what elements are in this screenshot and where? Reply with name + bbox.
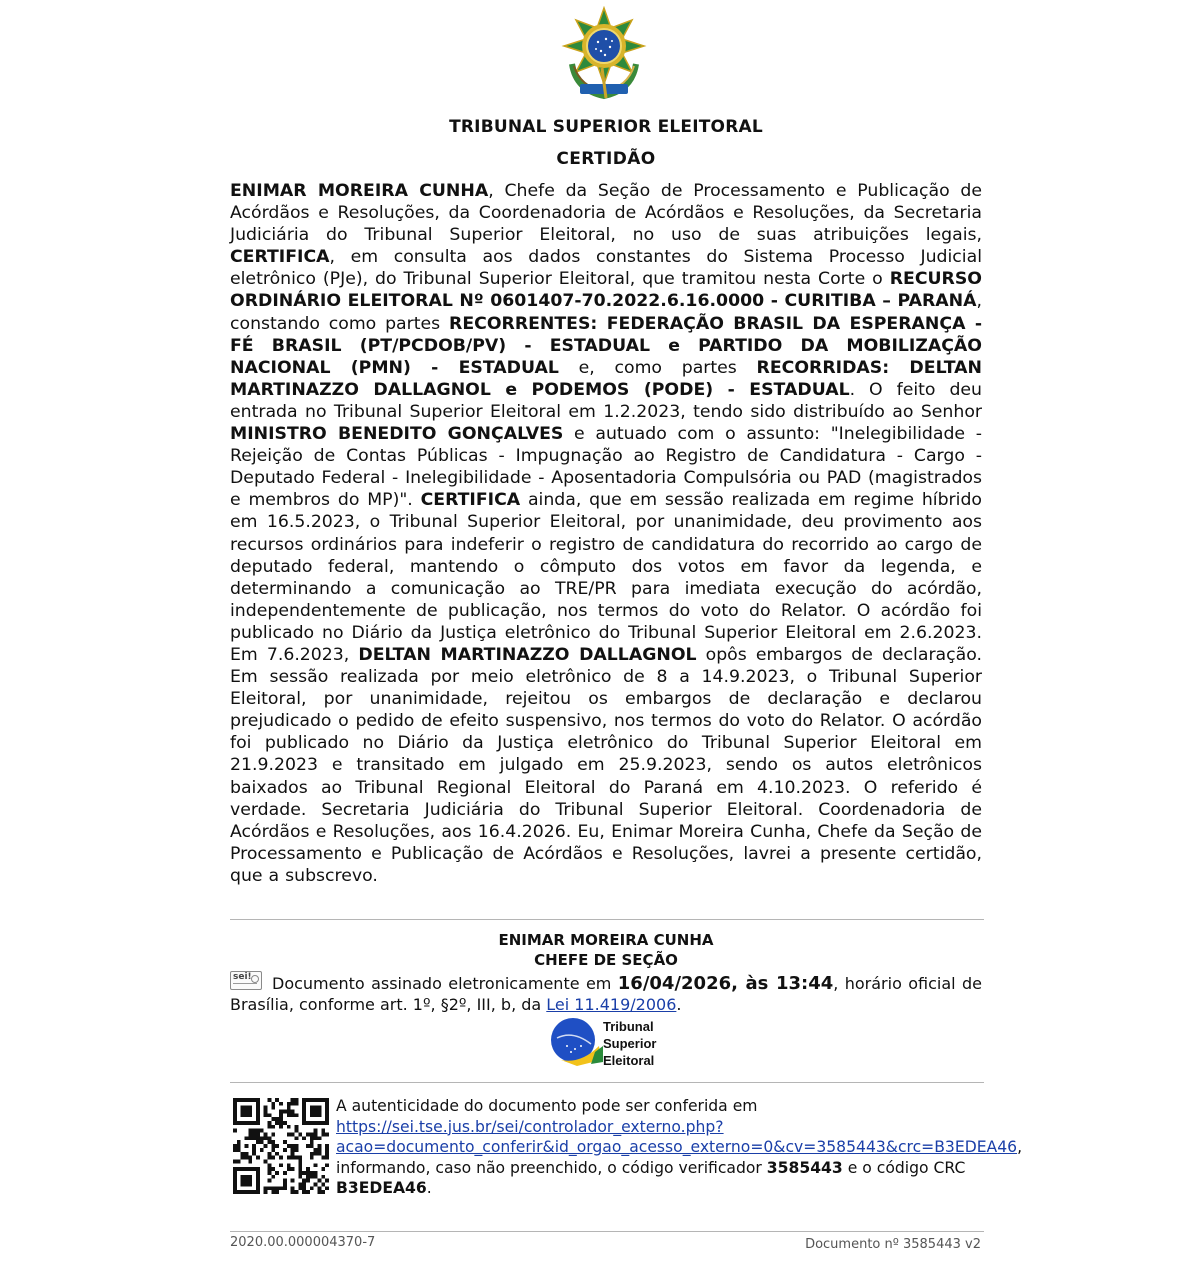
signed-datetime: 16/04/2026, às 13:44 xyxy=(617,973,834,994)
tse-logo-line1: Tribunal xyxy=(603,1019,654,1034)
certifica-keyword-2: CERTIFICA xyxy=(420,490,521,511)
body-text-1: , Chefe da Seção de Processamento e Publicação de Acórdãos e Resoluções, da Coordenadoria de Acórdãos e Resoluções, da Secretaria Judiciária do Tribunal Superior Eleitoral, no uso de suas atribuições legais, xyxy=(230,181,982,246)
body-text-3: , constando como partes xyxy=(230,291,982,334)
signer-name: ENIMAR MOREIRA CUNHA xyxy=(498,931,714,949)
case-identifier: RECURSO ORDINÁRIO ELEITORAL Nº 0601407-70.2022.6.16.0000 - CURITIBA – PARANÁ xyxy=(230,269,982,312)
certificate-body xyxy=(230,180,982,887)
verification-intro: A autenticidade do documento pode ser conferida em xyxy=(336,1097,758,1115)
process-number: 2020.00.000004370-7 xyxy=(230,1235,376,1250)
body-text-2: , em consulta aos dados constantes do Sistema Processo Judicial eletrônico (PJe), do Tribunal Superior Eleitoral, que tramitou nesta Corte o xyxy=(230,247,982,290)
document-type-title: CERTIDÃO xyxy=(556,149,656,169)
brazil-coat-of-arms-icon xyxy=(560,6,648,102)
qr-code-icon[interactable] xyxy=(233,1098,329,1194)
tse-logo-text xyxy=(603,1018,656,1069)
crc-code: B3EDEA46 xyxy=(336,1179,427,1197)
divider-signature xyxy=(230,919,984,920)
signed-end: . xyxy=(676,995,682,1014)
body-text-4: e, como partes xyxy=(558,357,757,378)
body-text-8: opôs embargos de declaração. Em sessão realizada por meio eletrônico de 8 a 14.9.2023, o Tribunal Superior Eleitoral, por unanimidade, rejeitou os embargos de declaração e declarou prejudicado o pedido de efeito suspensivo, nos termos do voto do Relator. O acórdão foi publicado no Diário da Justiça eletrônico do Tribunal Superior Eleitoral em 21.9.2023 e transitado em julgado em 25.9.2023, sendo os autos eletrônicos baixados ao Tribunal Regional Eleitoral do Paraná em 4.10.2023. O referido é verdade. Secretaria Judiciária do Tribunal Superior Eleitoral. Coordenadoria de Acórdãos e Resoluções, aos 16.4.2026. Eu, Enimar Moreira Cunha, Chefe da Seção de Processamento e Publicação de Acórdãos e Resoluções, lavrei a presente certidão, que a subscrevo. xyxy=(230,644,982,886)
appellants: RECORRENTES: FEDERAÇÃO BRASIL DA ESPERANÇA - FÉ BRASIL (PT/PCDOB/PV) - ESTADUAL e PARTIDO DA MOBILIZAÇÃO NACIONAL (PMN) - ESTADUAL xyxy=(230,313,982,378)
verification-mid: e o código CRC xyxy=(842,1158,966,1177)
embargos-party: DELTAN MARTINAZZO DALLAGNOL xyxy=(358,644,697,665)
signer-role: CHEFE DE SEÇÃO xyxy=(534,951,678,969)
verification-url-line2[interactable]: acao=documento_conferir&id_orgao_acesso_externo=0&cv=3585443&crc=B3EDEA46 xyxy=(336,1138,1018,1156)
divider-footer xyxy=(230,1231,984,1232)
body-text-6: e autuado com o assunto: "Inelegibilidade - Rejeição de Contas Públicas - Impugnação ao Registro de Candidatura - Cargo - Deputado Federal - Inelegibilidade - Aposentadoria Compulsória ou PAD (magistrados e membros do MP)". xyxy=(230,424,982,511)
verification-url-line1[interactable]: https://sei.tse.jus.br/sei/controlador_externo.php? xyxy=(336,1117,724,1136)
verification-url-end: , xyxy=(1017,1138,1023,1156)
signed-suffix: , horário oficial de Brasília, conforme art. 1º, §2º, III, b, da xyxy=(230,974,983,1014)
rapporteur-minister: MINISTRO BENEDITO GONÇALVES xyxy=(230,424,564,445)
verification-instructions: informando, caso não preenchido, o código verificador xyxy=(336,1158,767,1177)
document-number: Documento nº 3585443 v2 xyxy=(805,1237,981,1252)
verifier-code: 3585443 xyxy=(766,1158,843,1177)
court-title: TRIBUNAL SUPERIOR ELEITORAL xyxy=(449,117,763,137)
crc-end: . xyxy=(426,1179,432,1197)
certifica-keyword: CERTIFICA xyxy=(230,247,330,268)
divider-verification xyxy=(230,1082,984,1083)
respondents: RECORRIDAS: DELTAN MARTINAZZO DALLAGNOL e PODEMOS (PODE) - ESTADUAL xyxy=(230,357,982,400)
sei-seal-icon: sei! xyxy=(230,971,262,990)
signed-prefix: Documento assinado eletronicamente em xyxy=(272,974,618,993)
electronic-signature-statement xyxy=(230,971,982,1015)
body-text-5: . O feito deu entrada no Tribunal Superior Eleitoral em 1.2.2023, tendo sido distribuído ao Senhor xyxy=(230,379,983,422)
body-text-7: ainda, que em sessão realizada em regime híbrido em 16.5.2023, o Tribunal Superior Eleitoral, por unanimidade, deu provimento aos recursos ordinários para indeferir o registro de candidatura do recorrido ao cargo de deputado federal, mantendo o cômputo dos votos em favor da legenda, e determinando a comunicação ao TRE/PR para imediata execução do acórdão, independentemente de publicação, nos termos do voto do Relator. O acórdão foi publicado no Diário da Justiça eletrônico do Tribunal Superior Eleitoral em 2.6.2023. Em 7.6.2023, xyxy=(230,490,983,665)
tse-logo-line2: Superior xyxy=(603,1036,657,1051)
law-link[interactable]: Lei 11.419/2006 xyxy=(546,995,677,1014)
authenticity-verification xyxy=(336,1096,1076,1199)
tse-logo-line3: Eleitoral xyxy=(603,1053,655,1068)
certifier-name: ENIMAR MOREIRA CUNHA xyxy=(230,181,489,201)
